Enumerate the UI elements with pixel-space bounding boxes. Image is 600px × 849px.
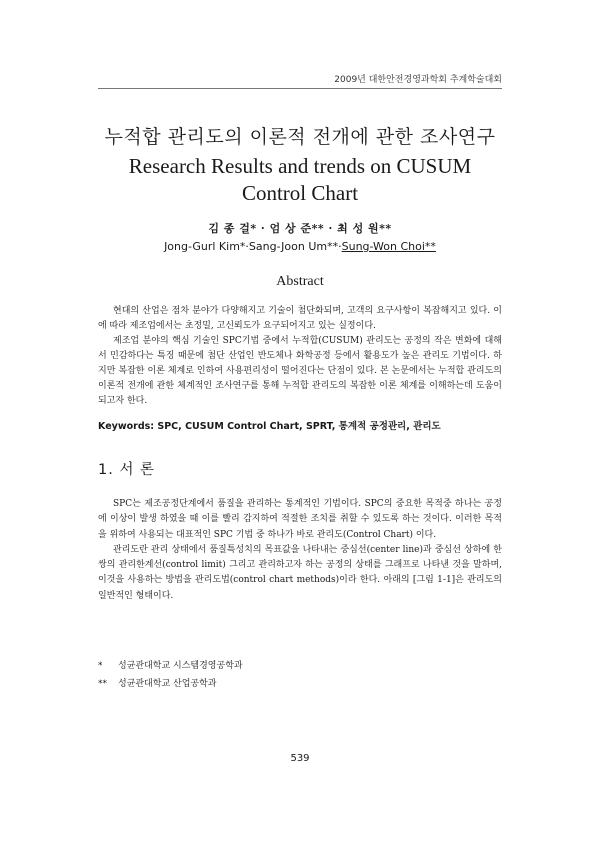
abstract-heading: Abstract: [276, 274, 324, 289]
title-english-line1: Research Results and trends on CUSUM: [128, 154, 472, 178]
body-paragraph: SPC는 제조공정단계에서 품질을 관리하는 통계적인 기법이다. SPC의 중요한 목적중 하나는 공정에 이상이 발생 하였을 때 이를 빨리 감지하여 적절한 조치를 취할 수 있도록 하는 것이다. 이러한 목적을 위하여 사용되는 대표적인 SPC 기법 중 하나가 바로 관리도(Control Chart) 이다.: [98, 499, 502, 540]
section-heading: 1. 서 론: [98, 462, 156, 478]
header-rule: [98, 88, 502, 89]
abstract-paragraph: 제조업 분야의 핵심 기술인 SPC기법 중에서 누적합(CUSUM) 관리도는 공정의 작은 변화에 대해서 민감하다는 특징 때문에 첨단 산업인 반도체나 화학공정 등에서 활용도가 높은 관리도 기법이다. 하지만 복잡한 이론 체계로 인하여 사용편리성이 떨어진다는 단점이 있다. 본 논문에서는 누적합 관리도의 이론적 전개에 관한 체계적인 조사연구를 통해 누적합 관리도의 복잡한 이론 체계를 이해하는데 도움이 되고자 한다.: [98, 336, 502, 406]
footnote: [98, 657, 502, 675]
footnote-mark: **: [98, 679, 107, 689]
page-number: 539: [290, 753, 310, 764]
abstract-paragraph: 현대의 산업은 점차 분야가 다양해지고 기술이 첨단화되며, 고객의 요구사항이 복잡해지고 있다. 이에 따라 제조업에서는 초정밀, 고신뢰도가 요구되어지고 있는 실정이다.: [98, 306, 502, 331]
abstract-body: [98, 304, 502, 409]
title-korean: 누적합 관리도의 이론적 전개에 관한 조사연구: [104, 126, 496, 148]
title-block: [98, 122, 502, 207]
title-english-line2: Control Chart: [241, 181, 359, 205]
authors-english-part2: Sung-Won Choi**: [341, 240, 436, 253]
body-paragraph: 관리도란 관리 상태에서 품질특성치의 목표값을 나타내는 중심선(center line)과 중심선 상하에 한 쌍의 관리한계선(control limit) 그리고 관리하고자 하는 공정의 상태를 그래프로 나타낸 것을 말하며, 이것을 사용하는 방법을 관리도법(control chart methods)이라 한다. 아래의 [그림 1-1]은 관리도의 일반적인 형태이다.: [98, 544, 502, 601]
footnote-mark: *: [98, 661, 103, 671]
keywords: Keywords: SPC, CUSUM Control Chart, SPRT, 통계적 공정관리, 관리도: [98, 421, 441, 432]
authors-english: [98, 240, 502, 253]
authors-korean: 김 종 걸* · 엄 상 준** · 최 성 원**: [208, 222, 392, 235]
footnote-text: 성균관대학교 산업공학과: [118, 679, 217, 689]
running-header: 2009년 대한안전경영과학회 추계학술대회: [334, 75, 502, 85]
footnotes: [98, 657, 502, 693]
footnote: [98, 675, 502, 693]
authors-english-part1: Jong-Gurl Kim*·Sang-Joon Um**·: [164, 240, 342, 253]
section-body: [98, 497, 502, 604]
footnote-text: 성균관대학교 시스템경영공학과: [118, 661, 243, 671]
